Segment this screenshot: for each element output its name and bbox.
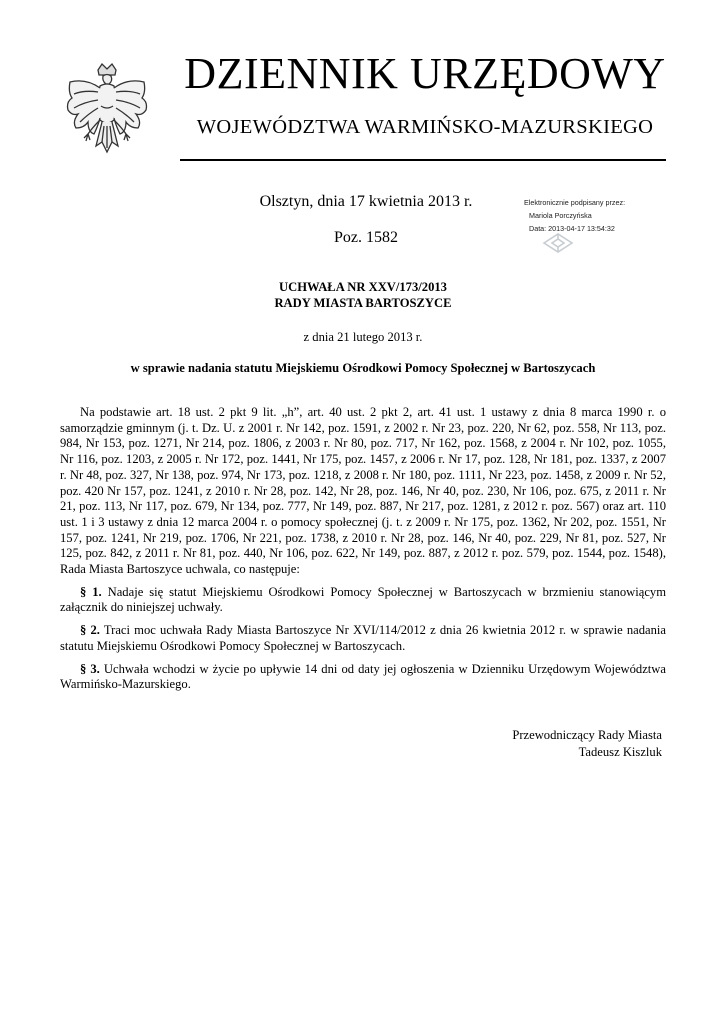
signatory-name: Tadeusz Kiszluk [578,745,662,759]
signatory-role: Przewodniczący Rady Miasta [512,728,662,742]
journal-title: DZIENNIK URZĘDOWY [184,49,666,98]
publication-position: Poz. 1582 [334,229,398,246]
paragraph-1 [60,585,666,616]
signature-block [400,727,662,761]
paragraph-sign: § 2. [80,623,100,638]
paragraph-text: Uchwała wchodzi w życie po upływie 14 dni od daty jej ogłoszenia w Dzienniku Urzędowym Województwa Warmińsko-Mazurskiego. [60,661,666,692]
publication-place-date: Olsztyn, dnia 17 kwietnia 2013 r. [259,193,473,210]
signature-seal-icon [540,231,576,255]
resolution-number: UCHWAŁA NR XXV/173/2013 [279,280,447,294]
paragraph-text: Traci moc uchwała Rady Miasta Bartoszyce Nr XVI/114/2012 z dnia 26 kwietnia 2012 r. w sprawie nadania statutu Miejskiemu Ośrodkowi Pomocy Społecznej w Bartoszycach. [60,623,666,653]
paragraph-text: Nadaje się statut Miejskiemu Ośrodkowi Pomocy Społecznej w Bartoszycach w brzmieniu stanowiącym załącznik do niniejszej uchwały. [60,584,667,615]
journal-subtitle: WOJEWÓDZTWA WARMIŃSKO-MAZURSKIEGO [196,116,654,138]
polish-eagle-emblem-icon [62,62,152,162]
resolution-title [60,279,666,311]
esignature-date: Data: 2013-04-17 13:54:32 [529,224,615,233]
paragraph-3 [60,662,666,693]
paragraph-2 [60,623,666,654]
esignature-name: Mariola Porczyńska [529,211,592,220]
esignature-label: Elektronicznie podpisany przez: [524,198,626,207]
paragraph-sign: § 1. [80,584,102,599]
resolution-body [60,405,666,700]
resolution-subject: w sprawie nadania statutu Miejskiemu Ośrodkowi Pomocy Społecznej w Bartoszycach [130,361,596,375]
preamble: Na podstawie art. 18 ust. 2 pkt 9 lit. „h”, art. 40 ust. 2 pkt 2, art. 41 ust. 1 ustawy z dnia 8 marca 1990 r. o samorządzie gminnym (j. t. Dz. U. z 2001 r. Nr 142, poz. 1591, z 2002 r. Nr 23, poz. 220, Nr 62, poz. 558, Nr 113, poz. 984, Nr 153, poz. 1271, Nr 214, poz. 1806, z 2003 r. Nr 80, poz. 717, Nr 162, poz. 1568, z 2004 r. Nr 102, poz. 1055, Nr 116, poz. 1203, z 2005 r. Nr 172, poz. 1441, Nr 175, poz. 1457, z 2006 r. Nr 17, poz. 128, Nr 181, poz. 1337, z 2007 r. Nr 48, poz. 327, Nr 138, poz. 974, Nr 173, poz. 1218, z 2008 r. Nr 180, poz. 1111, Nr 223, poz. 1458, z 2009 r. Nr 52, poz. 420 Nr 157, poz. 1241, z 2010 r. Nr 28, poz. 142, Nr 28, poz. 146, Nr 40, poz. 230, Nr 106, poz. 675, z 2011 r. Nr 21, poz. 113, Nr 117, poz. 679, Nr 134, poz. 777, Nr 149, poz. 887, Nr 217, poz. 1281, z 2012 r. poz. 567) oraz art. 110 ust. 1 i 3 ustawy z dnia 12 marca 2004 r. o pomocy społecznej (j. t. z 2009 r. Nr 175, poz. 1362, Nr 202, poz. 1551, Nr 157, poz. 1241, Nr 219, poz. 1706, Nr 221, poz. 1738, z 2010 r. Nr 28, poz. 146, Nr 40, poz. 229, Nr 81, poz. 527, Nr 125, poz. 842, z 2011 r. Nr 81, poz. 440, Nr 106, poz. 622, Nr 149, poz. 887, z 2012 r. poz. 579, poz. 1544, poz. 1548), Rada Miasta Bartoszyce uchwala, co następuje: [60,405,666,577]
header-divider [180,159,666,161]
paragraph-sign: § 3. [80,661,100,676]
resolution-date: z dnia 21 lutego 2013 r. [303,330,423,344]
resolution-authority: RADY MIASTA BARTOSZYCE [274,296,452,310]
